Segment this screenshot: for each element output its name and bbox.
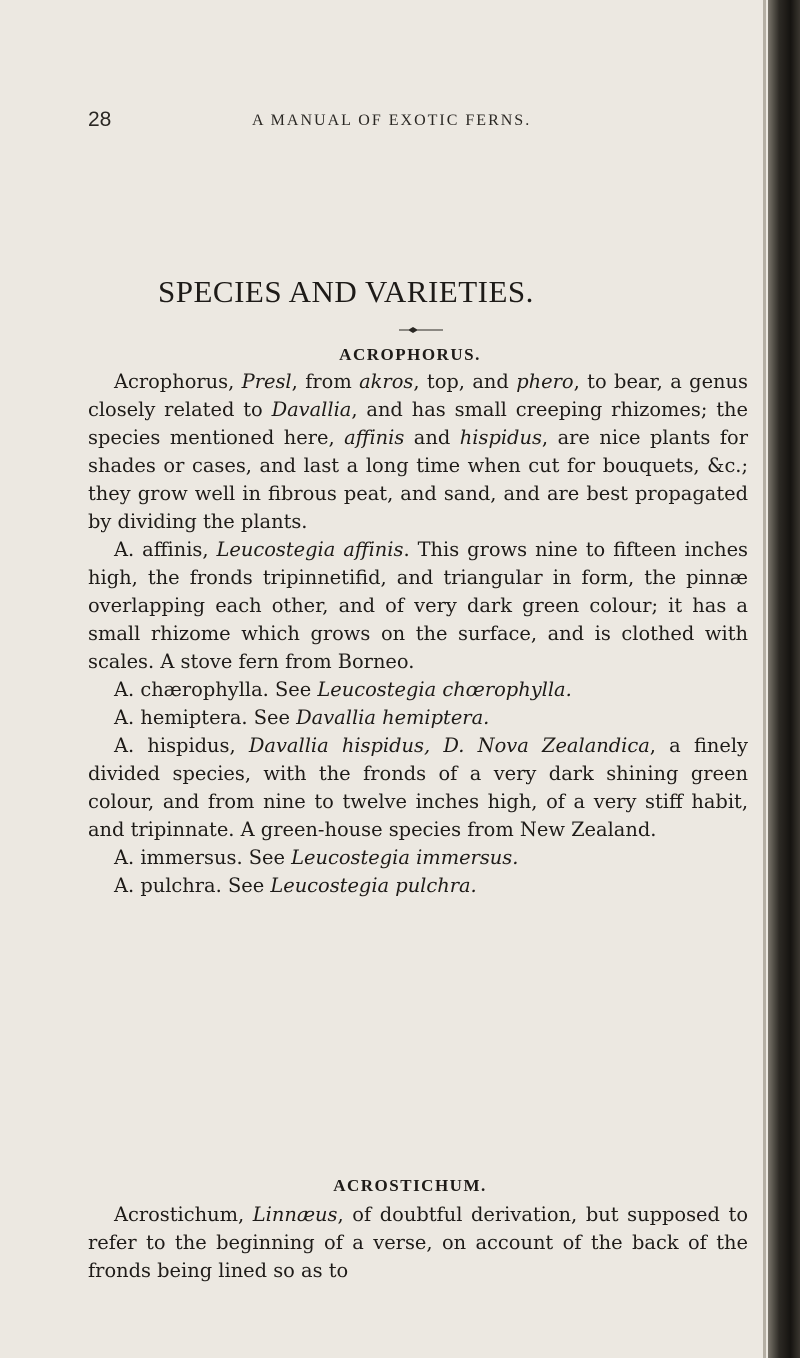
page-number: 28 <box>88 108 112 131</box>
section-heading-acrophorus: ACROPHORUS. <box>339 345 481 364</box>
page-gutter-line <box>763 0 766 1358</box>
page-title: SPECIES AND VARIETIES. <box>158 274 534 309</box>
entry-affinis: A. affinis, Leucostegia affinis. This grows nine to fifteen inches high, the fronds tripinnetifid, and triangular in form, the pinnæ overlapping each other, and of very dark green colour; it has a small rhizome which grows on the surface, and is clothed with scales. A stove fern from Borneo. <box>88 538 748 673</box>
section-heading-acrostichum: ACROSTICHUM. <box>333 1176 487 1195</box>
entry-chaerophylla: A. chærophylla. See Leucostegia chœrophylla. <box>114 678 572 701</box>
entry-immersus: A. immersus. See Leucostegia immersus. <box>114 846 519 869</box>
ornament-rule-icon <box>399 325 443 335</box>
entry-hispidus: A. hispidus, Davallia hispidus, D. Nova Zealandica, a finely divided species, with the fronds of a very dark shining green colour, and from nine to twelve inches high, of a very stiff habit, and tripinnate. A green-house species from New Zealand. <box>88 734 748 841</box>
running-header <box>0 108 760 138</box>
section-body-acrophorus <box>88 368 748 900</box>
paragraph-acrostichum-intro: Acrostichum, Linnæus, of doubtful derivation, but supposed to refer to the beginning of a verse, on account of the back of the fronds being lined so as to <box>88 1203 748 1282</box>
paragraph-acrophorus-intro: Acrophorus, Presl, from akros, top, and phero, to bear, a genus closely related to Davallia, and has small creeping rhizomes; the species mentioned here, affinis and hispidus, are nice plants for shades or cases, and last a long time when cut for bouquets, &c.; they grow well in fibrous peat, and sand, and are best propagated by dividing the plants. <box>88 370 748 533</box>
section-body-acrostichum <box>88 1201 748 1285</box>
entry-hemiptera: A. hemiptera. See Davallia hemiptera. <box>114 706 490 729</box>
book-edge-shadow <box>768 0 800 1358</box>
entry-pulchra: A. pulchra. See Leucostegia pulchra. <box>114 874 477 897</box>
running-title: A MANUAL OF EXOTIC FERNS. <box>252 112 532 129</box>
